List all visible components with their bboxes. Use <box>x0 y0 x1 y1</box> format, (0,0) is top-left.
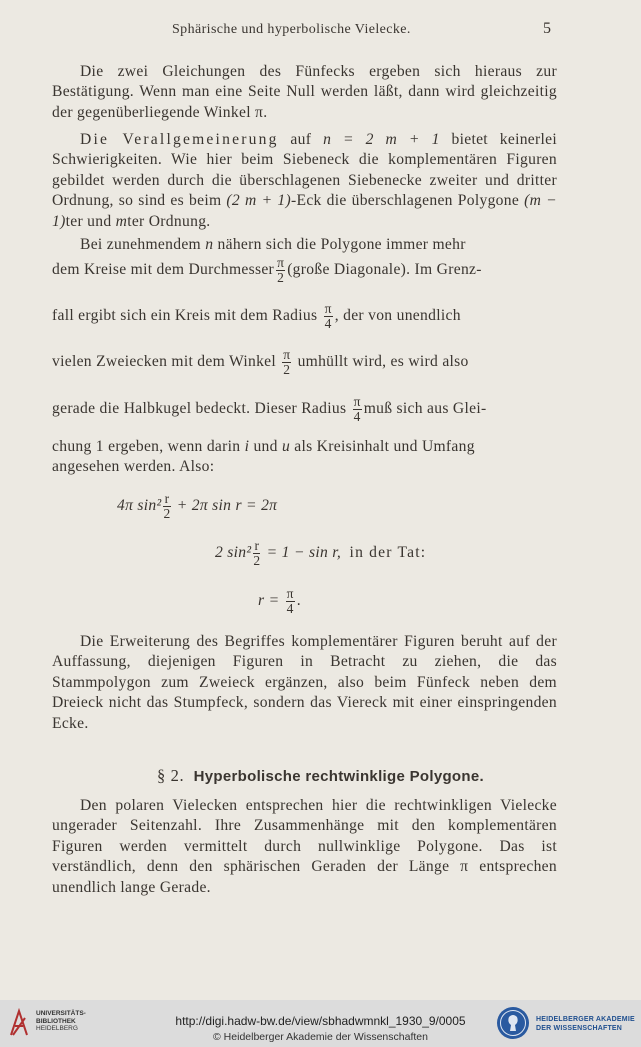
section-title: Hyperbolische rechtwinklige Polygone. <box>193 768 484 785</box>
permalink-url[interactable]: http://digi.hadw-bw.de/view/sbhadwmnkl_1930_9/0005 <box>175 1014 466 1028</box>
section-heading <box>0 766 641 786</box>
paragraph-5-text: Den polaren Vielecken entsprechen hier die rechtwinkligen Vielecke ungerader Seitenzahl. Ihre Zusammenhänge mit den komplementären Figuren werden vermittelt durch nullwinklige Polygone. Das ist verständlich, denn den sphärischen Geraden der Länge π entsprechen unendlich lange Gerade. <box>52 797 557 896</box>
fraction-pi-over-2: $\frac{\pi}{2}$ <box>283 347 291 377</box>
university-library-label: UNIVERSITÄTS- BIBLIOTHEK HEIDELBERG <box>36 1010 86 1032</box>
fraction-pi-over-4: $\frac{\pi}{4}$ <box>353 394 361 424</box>
equation-3: r = $\frac{\pi}{4}$ . <box>258 586 301 616</box>
paragraph-4-text: Die Erweiterung des Begriffes komplementärer Figuren beruht auf der Auffassung, diejenigen Figuren in Betracht zu ziehen, die das Stammpolygon zum Zweieck ergänzen, also beim Fünfeck neben dem Dreieck nicht das Stumpfeck, sondern das Viereck mit einer einspringenden Ecke. <box>52 633 557 732</box>
paragraph-3-end: chung 1 ergeben, wenn darin i und u als Kreisinhalt und Umfang angesehen werden. Also: <box>52 438 475 476</box>
equation-1: 4π sin² $\frac{r}{2}$ + 2π sin r = 2π <box>117 491 278 521</box>
copyright-notice: © Heidelberger Akademie der Wissenschaften <box>213 1031 428 1043</box>
section-number: § 2. <box>157 766 185 785</box>
academy-seal-icon <box>496 1006 530 1040</box>
equation-2: 2 sin² $\frac{r}{2}$ = 1 − sin r, in der Tat: <box>215 538 427 568</box>
paragraph-3-line-3: fall ergibt sich ein Kreis mit dem Radius $\frac{\pi}{4}$ , der von unendlich <box>52 301 461 331</box>
paragraph-3-line-2: dem Kreise mit dem Durchmesser $\frac{\pi}{2}$ (große Diagonale). Im Grenz- <box>52 255 482 285</box>
paragraph-3-line-4: vielen Zweiecken mit dem Winkel $\frac{\pi}{2}$ umhüllt wird, es wird also <box>52 347 469 377</box>
paragraph-1 <box>52 62 557 123</box>
paragraph-3-line-5: gerade die Halbkugel bedeckt. Dieser Radius $\frac{\pi}{4}$ muß sich aus Glei- <box>52 394 487 424</box>
viewer-footer <box>0 1000 641 1047</box>
fraction-pi-over-2: $\frac{\pi}{2}$ <box>277 255 285 285</box>
header-title: Sphärische und hyperbolische Vielecke. <box>172 22 411 37</box>
page-number: 5 <box>543 20 552 37</box>
academy-label: HEIDELBERGER AKADEMIE DER WISSENSCHAFTEN <box>536 1016 635 1032</box>
paragraph-4 <box>52 632 557 734</box>
paragraph-3-line-1: Bei zunehmendem n nähern sich die Polygone immer mehr <box>80 236 466 253</box>
spaced-term: Die Verallgemeinerung <box>80 131 279 148</box>
fraction-pi-over-4: $\frac{\pi}{4}$ <box>324 301 332 331</box>
paragraph-1-text: Die zwei Gleichungen des Fünfecks ergeben sich hieraus zur Bestätigung. Wenn man eine Seite Null werden läßt, dann wird gleichzeitig der gegenüberliegende Winkel π. <box>52 63 557 121</box>
paragraph-2: Die Verallgemeinerung auf n = 2 m + 1 bietet keinerlei Schwierigkeiten. Wie hier beim Siebeneck die komplementären Figuren gebildet werden durch die überschlagenen Siebenecke zweiter und dritter Ordnung, so sind es beim (2 m + 1)-Eck die überschlagenen Polygone (m − 1)ter und mter Ordnung. <box>52 131 558 230</box>
paragraph-5 <box>52 796 557 898</box>
formula-n: n = 2 m + 1 <box>323 131 440 148</box>
